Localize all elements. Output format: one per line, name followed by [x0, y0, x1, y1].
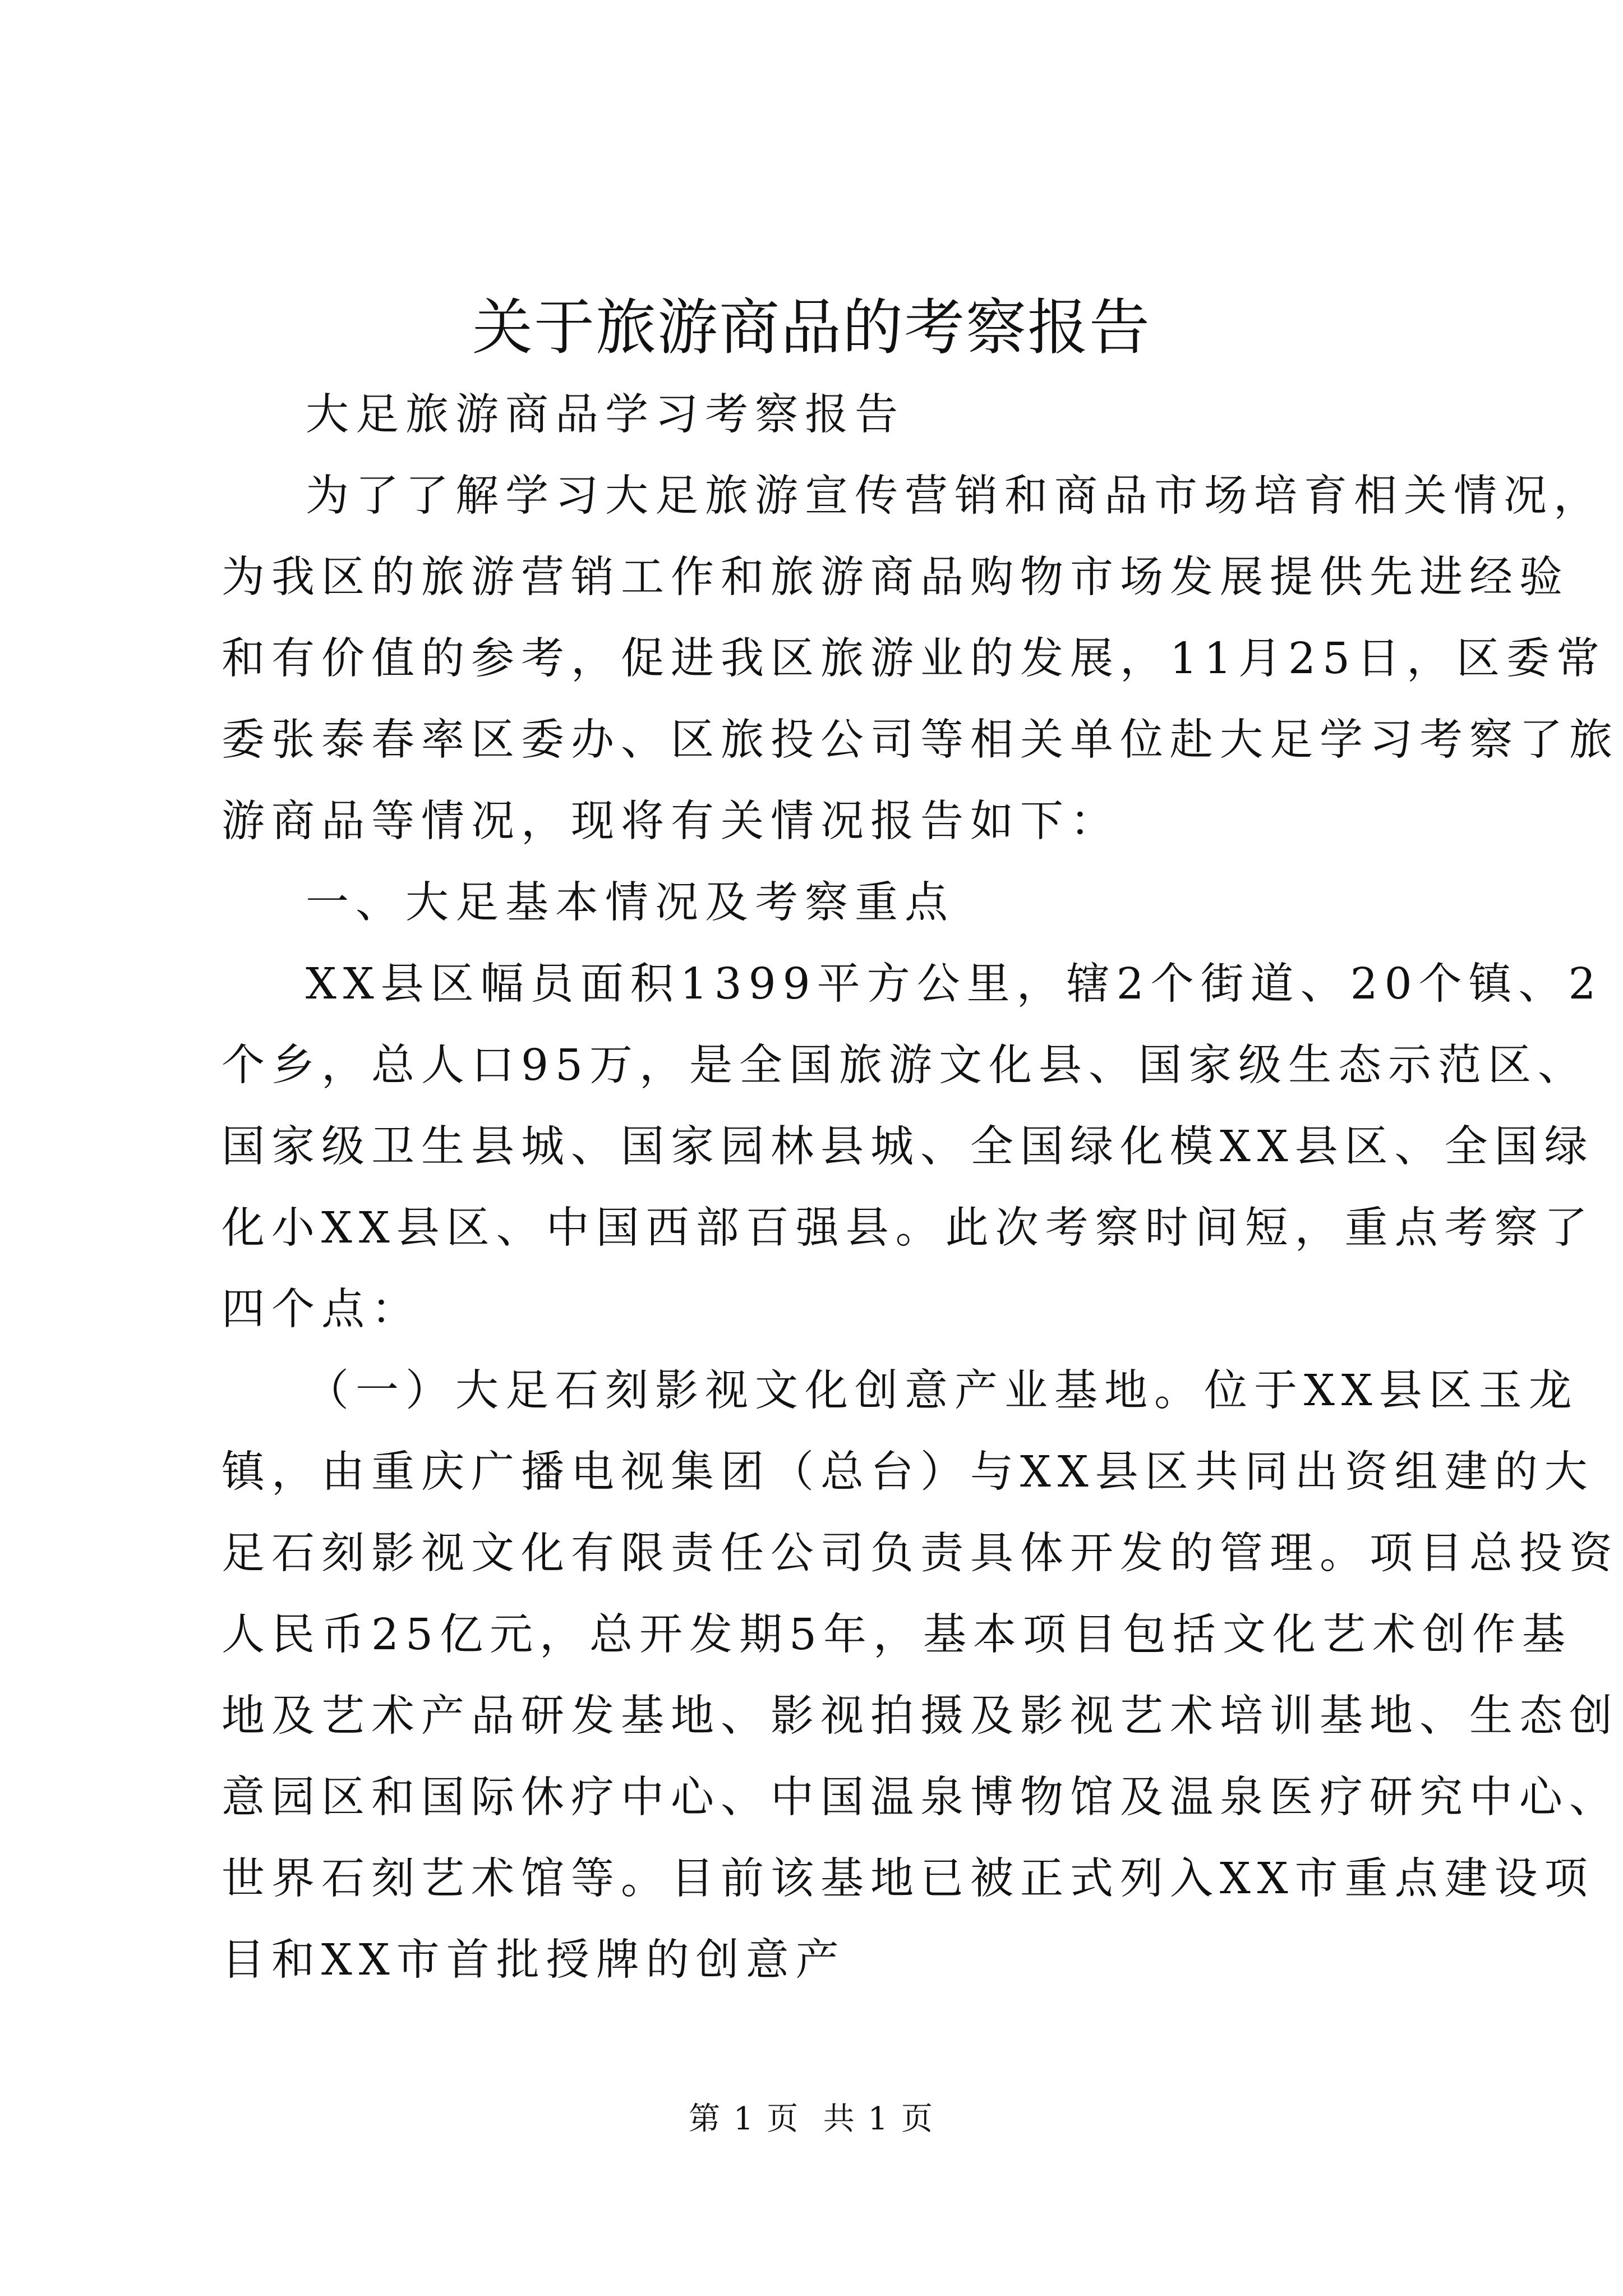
paragraph-2-line-4: 化小XX县区、中国西部百强县。此次考察时间短，重点考察了: [222, 1203, 1594, 1253]
paragraph-2-line-1: XX县区幅员面积1399平方公里，辖2个街道、20个镇、2: [306, 959, 1603, 1009]
paragraph-2-line-2: 个乡，总人口95万，是全国旅游文化县、国家级生态示范区、: [222, 1041, 1588, 1091]
paragraph-1-line-1: 为了了解学习大足旅游宣传营销和商品市场培育相关情况，: [306, 471, 1603, 521]
paragraph-2-line-3: 国家级卫生县城、国家园林县城、全国绿化模XX县区、全国绿: [222, 1122, 1594, 1172]
page-number-label: 第 1 页 共 1 页: [688, 2101, 935, 2137]
page-footer: [0, 2097, 1623, 2142]
paragraph-3-line-4: 人民币25亿元，总开发期5年，基本项目包括文化艺术创作基: [222, 1610, 1572, 1660]
paragraph-3-line-6: 意园区和国际休疗中心、中国温泉博物馆及温泉医疗研究中心、: [222, 1773, 1619, 1823]
paragraph-1-line-4: 委张泰春率区委办、区旅投公司等相关单位赴大足学习考察了旅: [222, 715, 1619, 765]
paragraph-3-line-5: 地及艺术产品研发基地、影视拍摄及影视艺术培训基地、生态创: [222, 1691, 1619, 1741]
paragraph-3-line-1: （一）大足石刻影视文化创意产业基地。位于XX县区玉龙: [306, 1366, 1579, 1416]
paragraph-1-line-3: 和有价值的参考，促进我区旅游业的发展，11月25日，区委常: [222, 634, 1606, 684]
section-heading-1: 一、大足基本情况及考察重点: [306, 878, 955, 928]
paragraph-3-line-7: 世界石刻艺术馆等。目前该基地已被正式列入XX市重点建设项: [222, 1854, 1594, 1904]
paragraph-1-line-5: 游商品等情况，现将有关情况报告如下：: [222, 797, 1120, 846]
paragraph-3-line-3: 足石刻影视文化有限责任公司负责具体开发的管理。项目总投资: [222, 1529, 1619, 1579]
paragraph-1-line-2: 为我区的旅游营销工作和旅游商品购物市场发展提供先进经验: [222, 553, 1569, 602]
paragraph-3-line-2: 镇，由重庆广播电视集团（总台）与XX县区共同出资组建的大: [222, 1447, 1594, 1497]
paragraph-3-line-8: 目和XX市首批授牌的创意产: [222, 1935, 846, 1985]
paragraph-2-line-5: 四个点：: [222, 1285, 421, 1335]
document-subtitle: 大足旅游商品学习考察报告: [306, 390, 905, 440]
document-title: 关于旅游商品的考察报告: [472, 293, 1151, 363]
